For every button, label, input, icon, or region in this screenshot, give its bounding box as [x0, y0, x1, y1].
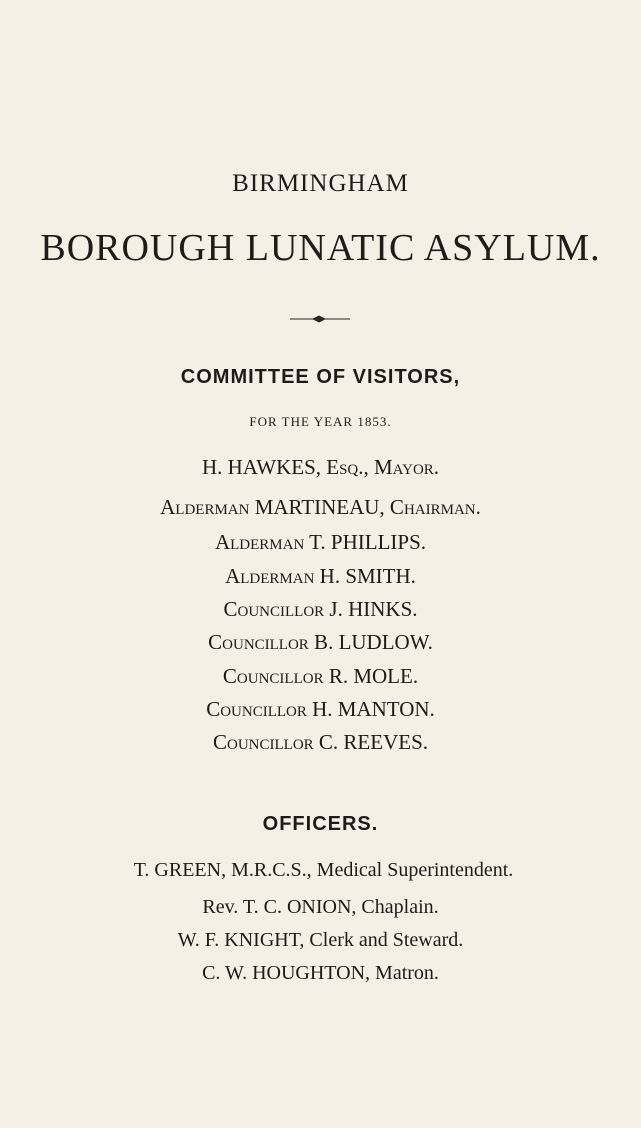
committee-member: H. HAWKES, Esq., Mayor.: [201, 455, 440, 479]
committee-member: Alderman H. SMITH.: [225, 564, 416, 588]
officer-entry: T. GREEN, M.R.C.S., Medical Superintendent.: [133, 859, 514, 881]
officer-entry: W. F. KNIGHT, Clerk and Steward.: [177, 929, 464, 951]
rule-diamond-icon: [290, 314, 350, 324]
committee-member: Councillor H. MANTON.: [206, 697, 435, 721]
institution-heading: BOROUGH LUNATIC ASYLUM.: [40, 227, 601, 269]
year-line: FOR THE YEAR 1853.: [249, 414, 392, 429]
committee-title: COMMITTEE OF VISITORS,: [180, 366, 461, 388]
committee-member: Alderman MARTINEAU, Chairman.: [160, 495, 481, 519]
officers-title: OFFICERS.: [262, 813, 379, 835]
committee-member: Councillor J. HINKS.: [223, 597, 418, 621]
officer-entry: Rev. T. C. ONION, Chaplain.: [202, 896, 439, 918]
committee-member: Councillor R. MOLE.: [222, 664, 419, 688]
officer-entry: C. W. HOUGHTON, Matron.: [202, 962, 439, 984]
committee-member: Alderman T. PHILLIPS.: [214, 530, 427, 554]
committee-member: Councillor C. REEVES.: [212, 730, 428, 754]
city-heading: BIRMINGHAM: [232, 170, 409, 197]
committee-member: Councillor B. LUDLOW.: [208, 630, 433, 654]
